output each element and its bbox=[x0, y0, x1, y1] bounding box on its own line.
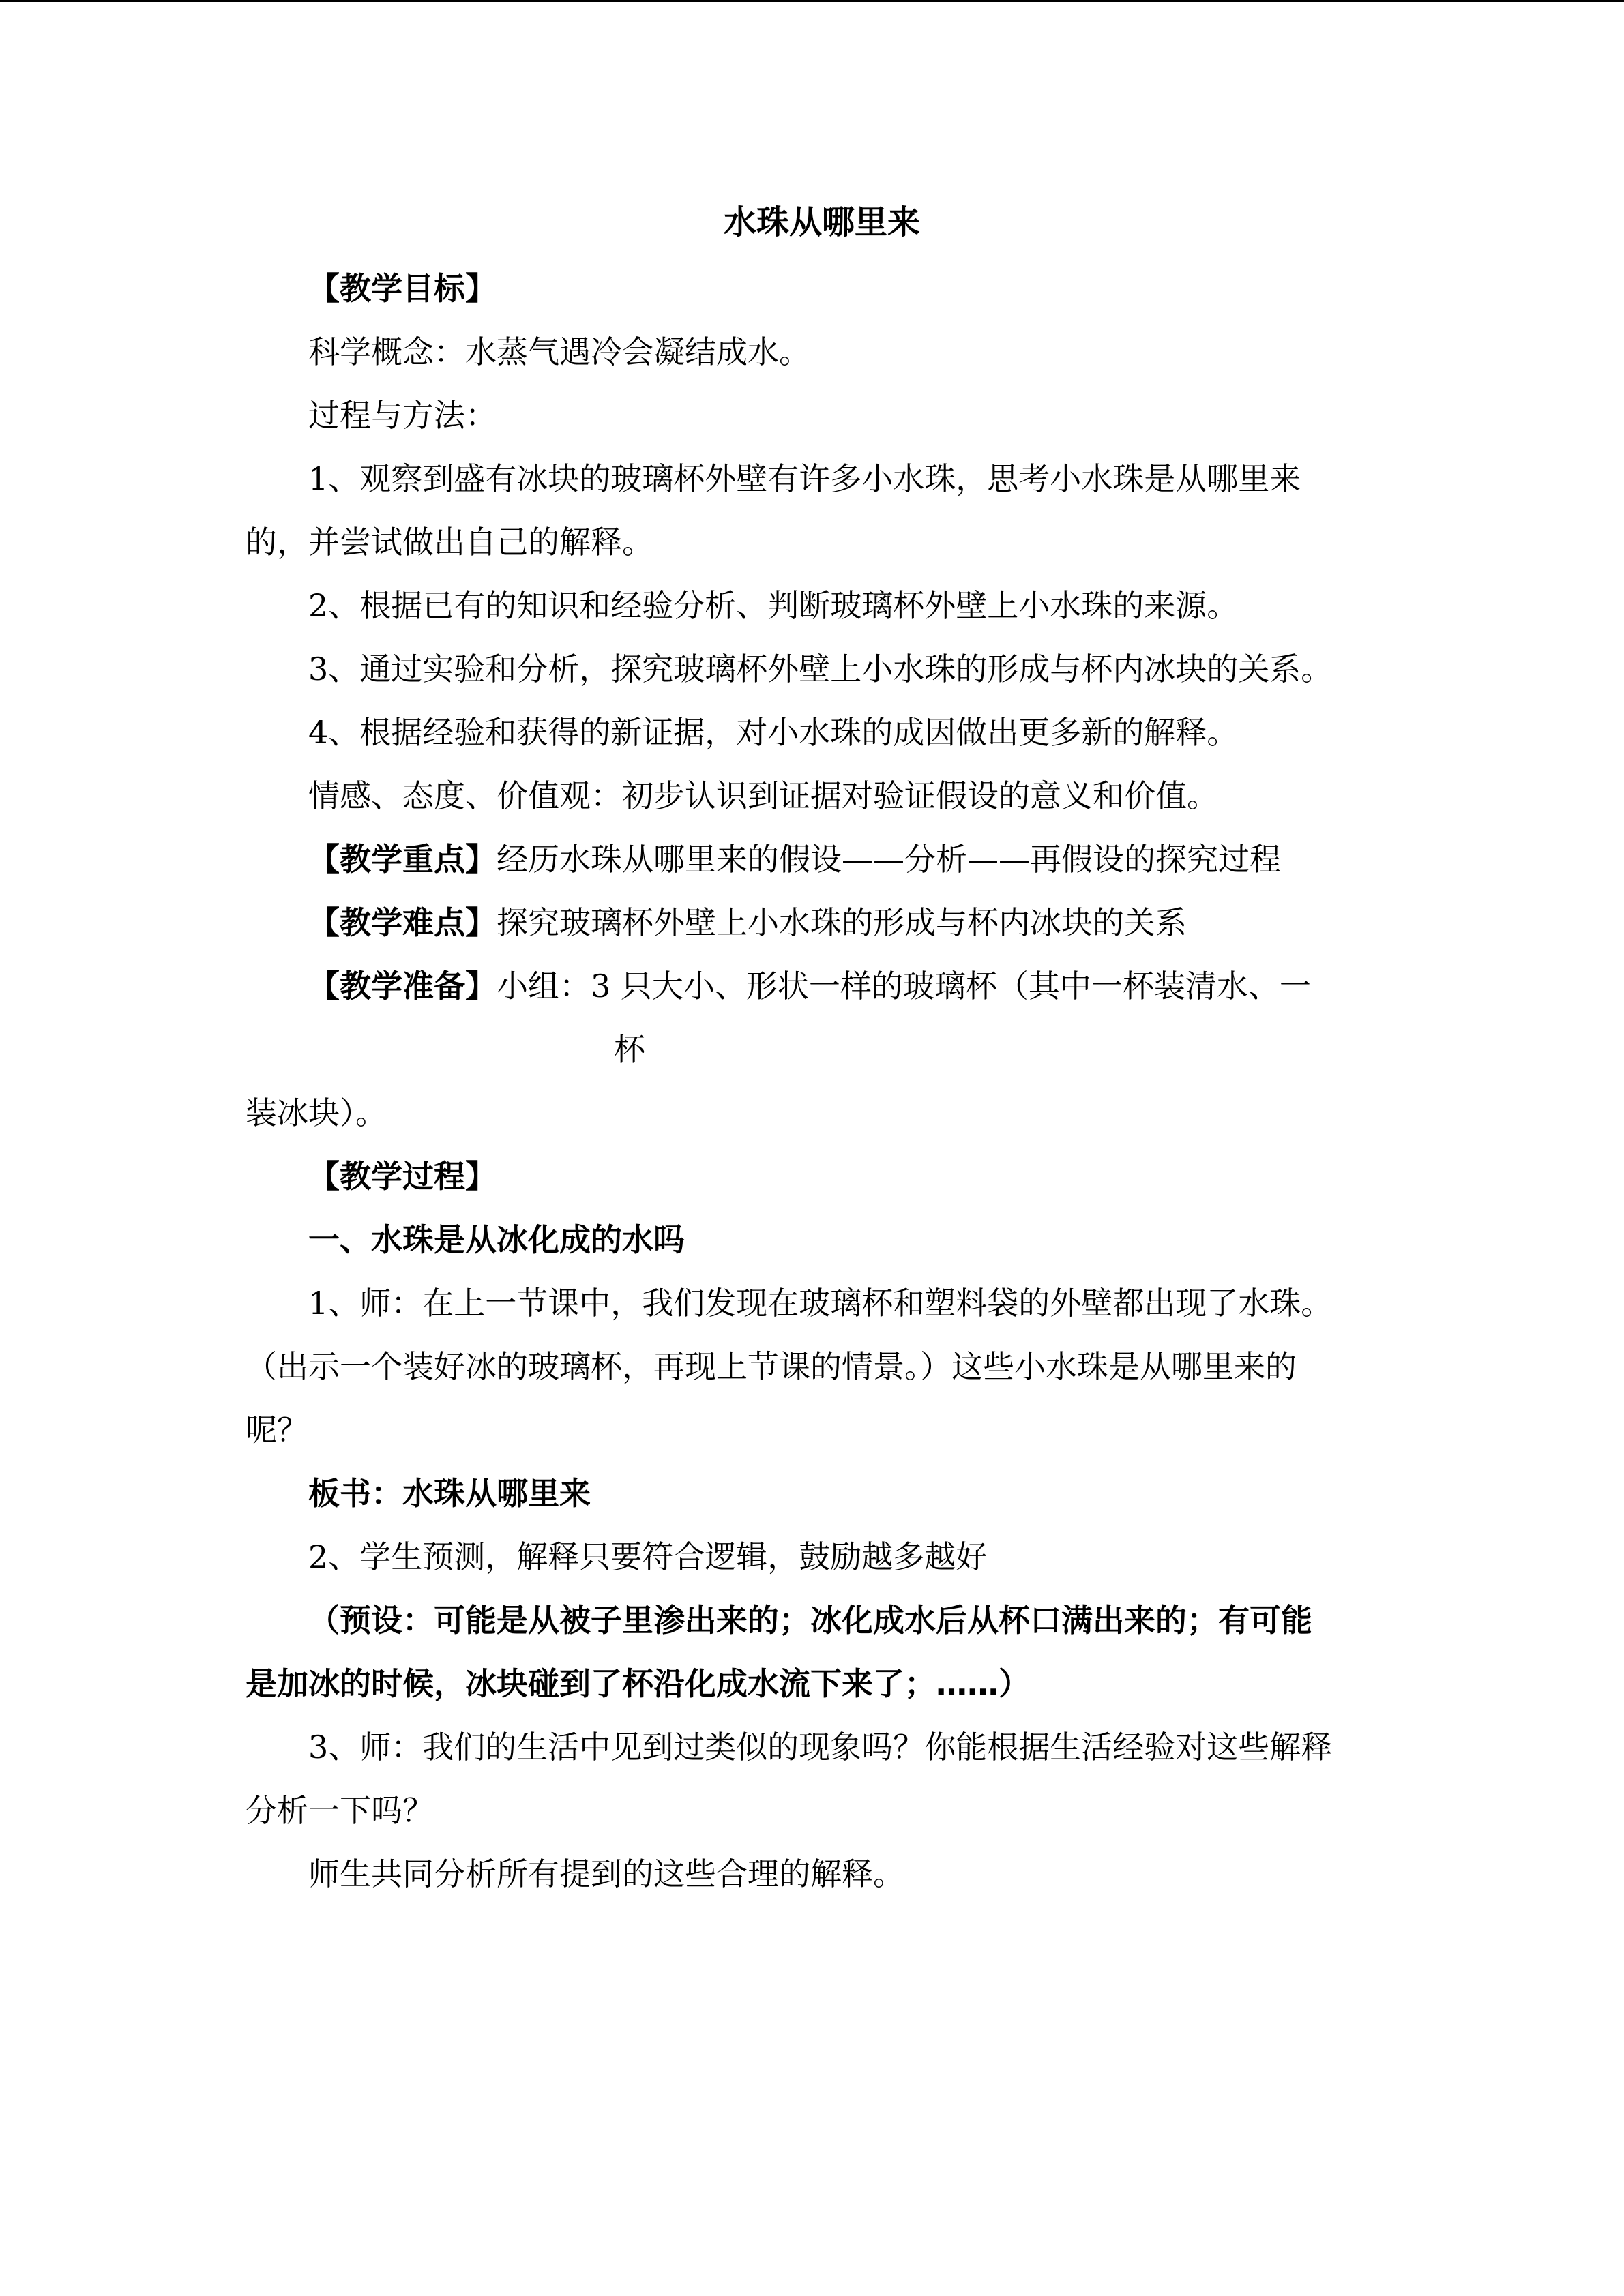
board-writing: 板书：水珠从哪里来 bbox=[308, 1475, 591, 1512]
step-three bbox=[246, 1716, 1378, 1843]
difficulty-label: 【教学难点】 bbox=[308, 904, 497, 941]
step-two: 2、学生预测，解释只要符合逻辑，鼓励越多越好 bbox=[308, 1538, 988, 1575]
process-item bbox=[246, 447, 1378, 574]
step-three-line: 3、师：我们的生活中见到过类似的现象吗？你能根据生活经验对这些解释 bbox=[308, 1729, 1333, 1765]
preset-line: （预设：可能是从被子里渗出来的；冰化成水后从杯口满出来的；有可能 bbox=[308, 1602, 1312, 1639]
science-concept: 科学概念：水蒸气遇冷会凝结成水。 bbox=[308, 333, 810, 370]
teaching-process-heading: 【教学过程】 bbox=[308, 1158, 497, 1195]
step-three-line: 分析一下吗？ bbox=[246, 1792, 434, 1829]
page-title: 水珠从哪里来 bbox=[723, 203, 920, 241]
process-item-text: 1、观察到盛有冰块的玻璃杯外壁有许多小水珠，思考小水珠是从哪里来 bbox=[308, 460, 1301, 497]
teaching-goals-heading: 【教学目标】 bbox=[308, 270, 497, 307]
preset-line: 是加冰的时候，冰块碰到了杯沿化成水流下来了；……） bbox=[246, 1665, 1030, 1702]
difficulty bbox=[246, 891, 1378, 955]
process-item: 4、根据经验和获得的新证据，对小水珠的成因做出更多新的解释。 bbox=[308, 714, 1239, 751]
difficulty-text: 探究玻璃杯外壁上小水珠的形成与杯内冰块的关系 bbox=[497, 904, 1187, 941]
step-one bbox=[246, 1272, 1378, 1462]
process-item: 3、通过实验和分析，探究玻璃杯外壁上小水珠的形成与杯内冰块的关系。 bbox=[308, 651, 1333, 687]
step-one-line: 1、师：在上一节课中，我们发现在玻璃杯和塑料袋的外壁都出现了水珠。 bbox=[308, 1285, 1333, 1322]
preparation-end: 装冰块）。 bbox=[246, 1094, 387, 1131]
preset-answers bbox=[246, 1589, 1378, 1716]
process-item-text: 的，并尝试做出自己的解释。 bbox=[246, 524, 653, 561]
preparation-cup: 杯 bbox=[614, 1031, 645, 1068]
key-point-text: 经历水珠从哪里来的假设——分析——再假设的探究过程 bbox=[497, 841, 1281, 878]
emotion-attitude: 情感、态度、价值观：初步认识到证据对验证假设的意义和价值。 bbox=[308, 777, 1218, 814]
step-one-line: 呢？ bbox=[246, 1412, 308, 1448]
summary: 师生共同分析所有提到的这些合理的解释。 bbox=[308, 1855, 904, 1892]
process-method-heading: 过程与方法： bbox=[308, 397, 497, 434]
section-one-heading: 一、水珠是从冰化成的水吗 bbox=[308, 1221, 685, 1258]
step-one-line: （出示一个装好冰的玻璃杯，再现上节课的情景。）这些小水珠是从哪里来的 bbox=[246, 1348, 1297, 1385]
process-item: 2、根据已有的知识和经验分析、判断玻璃杯外壁上小水珠的来源。 bbox=[308, 587, 1239, 624]
key-point-label: 【教学重点】 bbox=[308, 841, 497, 878]
preparation-label: 【教学准备】 bbox=[308, 968, 497, 1004]
preparation-text: 小组：3 只大小、形状一样的玻璃杯（其中一杯装清水、一 bbox=[497, 968, 1311, 1004]
preparation bbox=[246, 955, 1378, 1145]
key-point bbox=[246, 828, 1378, 891]
top-border bbox=[0, 0, 1624, 2]
document-body bbox=[246, 191, 1378, 1906]
